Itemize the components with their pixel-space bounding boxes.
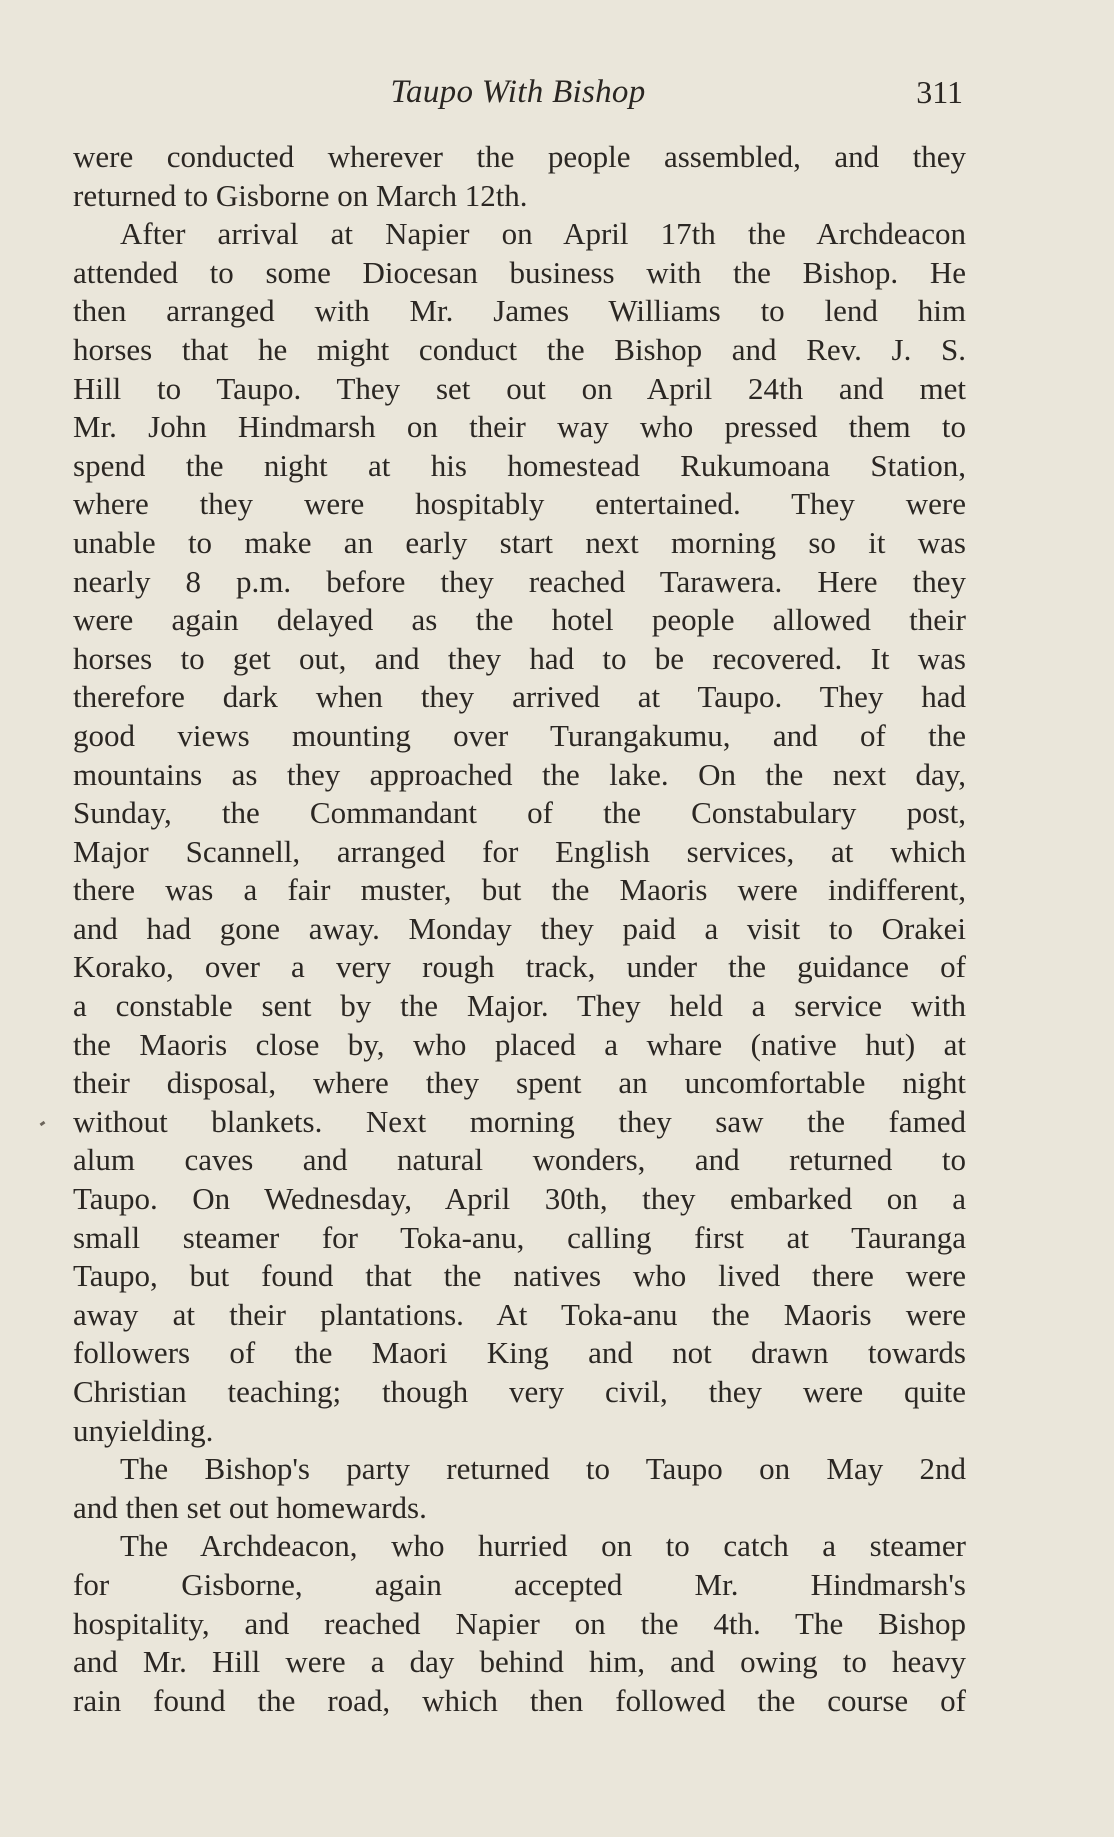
text-line: Korako, over a very rough track, under the guidance of xyxy=(73,949,966,985)
text-line: nearly 8 p.m. before they reached Tarawera. Here they xyxy=(73,563,966,599)
text-line: horses to get out, and they had to be recovered. It was xyxy=(73,640,966,676)
text-line: then arranged with Mr. James Williams to lend him xyxy=(73,293,966,329)
text-line: for Gisborne, again accepted Mr. Hindmarsh's xyxy=(73,1566,966,1602)
text-line: were again delayed as the hotel people allowed their xyxy=(73,602,966,638)
text-line: without blankets. Next morning they saw the famed xyxy=(73,1103,966,1139)
text-line: returned to Gisborne on March 12th. xyxy=(73,177,528,213)
text-line: the Maoris close by, who placed a whare (native hut) at xyxy=(73,1026,966,1062)
text-line: alum caves and natural wonders, and returned to xyxy=(73,1142,966,1178)
text-line: Mr. John Hindmarsh on their way who pressed them to xyxy=(73,409,966,445)
text-line: good views mounting over Turangakumu, and of the xyxy=(73,717,966,753)
text-line: After arrival at Napier on April 17th the Archdeacon xyxy=(120,216,966,252)
text-line: and then set out homewards. xyxy=(73,1489,427,1525)
page-header xyxy=(73,74,963,120)
running-title: Taupo With Bishop xyxy=(390,74,646,110)
text-line: hospitality, and reached Napier on the 4th. The Bishop xyxy=(73,1605,966,1641)
text-line: small steamer for Toka-anu, calling first at Tauranga xyxy=(73,1219,966,1255)
text-line: where they were hospitably entertained. They were xyxy=(73,486,966,522)
text-line: and Mr. Hill were a day behind him, and owing to heavy xyxy=(73,1644,966,1680)
text-line: The Bishop's party returned to Taupo on May 2nd xyxy=(120,1451,966,1487)
body-text xyxy=(73,138,966,1720)
text-line: there was a fair muster, but the Maoris were indifferent, xyxy=(73,872,966,908)
text-line: mountains as they approached the lake. On the next day, xyxy=(73,756,966,792)
text-line: horses that he might conduct the Bishop and Rev. J. S. xyxy=(73,331,966,367)
text-line: unyielding. xyxy=(73,1412,214,1448)
text-line: rain found the road, which then followed the course of xyxy=(73,1682,966,1718)
text-line: a constable sent by the Major. They held a service with xyxy=(73,988,966,1024)
text-line: were conducted wherever the people assembled, and they xyxy=(73,139,966,174)
text-line: Sunday, the Commandant of the Constabulary post, xyxy=(73,795,966,831)
text-line: their disposal, where they spent an uncomfortable night xyxy=(73,1065,966,1101)
text-line: Major Scannell, arranged for English services, at which xyxy=(73,833,966,869)
text-line: and had gone away. Monday they paid a visit to Orakei xyxy=(73,910,966,946)
text-line: attended to some Diocesan business with the Bishop. He xyxy=(73,254,966,290)
text-line: spend the night at his homestead Rukumoana Station, xyxy=(73,447,966,483)
text-line: The Archdeacon, who hurried on to catch a steamer xyxy=(120,1528,966,1564)
text-line: Christian teaching; though very civil, they were quite xyxy=(73,1374,966,1409)
text-line: Hill to Taupo. They set out on April 24th and met xyxy=(73,370,966,406)
page-number: 311 xyxy=(916,74,963,110)
text-line: followers of the Maori King and not drawn towards xyxy=(73,1335,966,1371)
text-line: unable to make an early start next morning so it was xyxy=(73,524,966,560)
text-line: therefore dark when they arrived at Taupo. They had xyxy=(73,679,966,715)
text-line: away at their plantations. At Toka-anu the Maoris were xyxy=(73,1296,966,1332)
text-line: Taupo, but found that the natives who lived there were xyxy=(73,1258,966,1294)
margin-pencil-mark xyxy=(40,1121,46,1126)
text-line: Taupo. On Wednesday, April 30th, they embarked on a xyxy=(73,1181,966,1217)
